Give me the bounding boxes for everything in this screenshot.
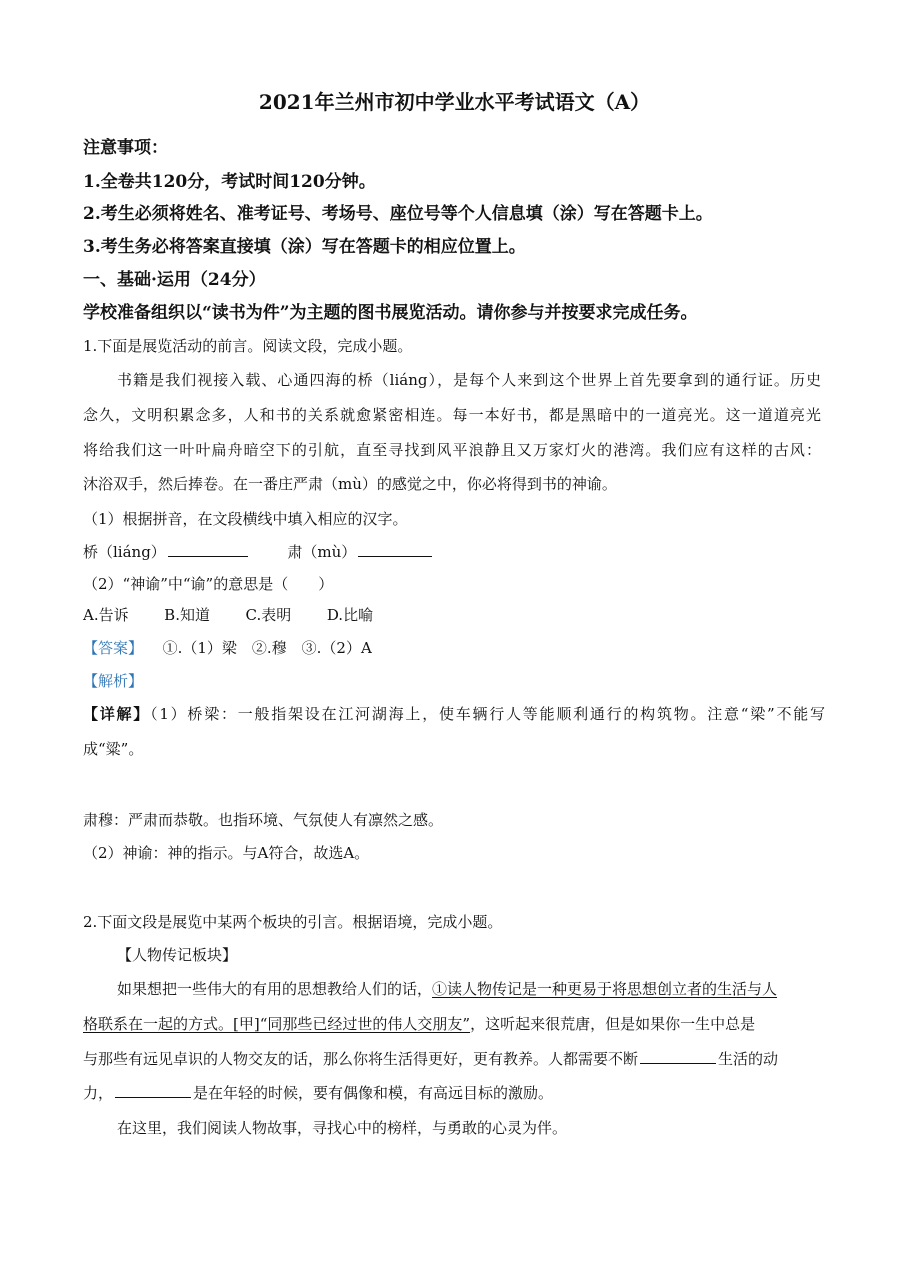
q1-passage-line-3: 将给我们这一叶叶扁舟暗空下的引航，直至寻找到风平浪静且又万家灯火的港湾。我们应有这样的古风： [83, 441, 821, 459]
q2-line-2-plain: ，这听起来很荒唐，但是如果你一生中总是 [470, 1015, 756, 1033]
q2-line-1-plain: 如果想把一些伟大的有用的思想教给人们的话， [117, 980, 433, 998]
q1-passage-line-2: 念久，文明积累念多，人和书的关系就愈紧密相连。每一本好书，都是黑暗中的一道亮光。这一道道亮光 [83, 406, 821, 424]
q1-stem: 1.下面是展览活动的前言。阅读文段，完成小题。 [83, 337, 413, 355]
detail-line-1 [83, 704, 825, 724]
section-heading: 一、基础·运用（24分） [83, 270, 266, 290]
q1-fill-row [83, 542, 432, 562]
q2-line-4-text: 是在年轻的时候，要有偶像和模，有高远目标的激励。 [193, 1084, 554, 1102]
option-c: C.表明 [245, 606, 292, 624]
fill-label-liang: 桥（liáng） [83, 543, 166, 561]
answer-text: ①.（1）梁 ②.穆 ③.（2）A [162, 639, 372, 657]
q2-blank-1[interactable] [640, 1049, 716, 1064]
q2-line-2 [83, 1014, 755, 1034]
notice-item-1: 1.全卷共120分，考试时间120分钟。 [83, 172, 376, 192]
detail-line-3: 肃穆：严肃而恭敬。也指环境、气氛使人有凛然之感。 [83, 811, 444, 829]
notice-item-2: 2.考生必须将姓名、准考证号、考场号、座位号等个人信息填（涂）写在答题卡上。 [83, 204, 713, 224]
notice-item-3: 3.考生务必将答案直接填（涂）写在答题卡的相应位置上。 [83, 237, 526, 257]
q1-options [83, 605, 373, 625]
option-a: A.告诉 [83, 606, 129, 624]
fill-blank-mu[interactable] [358, 542, 432, 557]
q2-line-3 [83, 1049, 778, 1069]
q2-line-4-head: 力， [83, 1084, 114, 1102]
q2-line-5: 在这里，我们阅读人物故事，寻找心中的榜样，与勇敢的心灵为伴。 [117, 1119, 568, 1137]
notice-heading: 注意事项： [83, 138, 168, 158]
q2-line-4 [83, 1083, 553, 1103]
fill-label-mu: 肃（mù） [287, 543, 357, 561]
q2-line-3-tail: 生活的动 [718, 1050, 779, 1068]
q2-line-3-text: 与那些有远见卓识的人物交友的话，那么你将生活得更好，更有教养。人都需要不断 [83, 1050, 639, 1068]
fill-blank-liang[interactable] [168, 542, 248, 557]
q2-jia-quote-underlined: [甲]“同那些已经过世的伟人交朋友” [233, 1015, 471, 1033]
q2-sentence-1-underlined: ①读人物传记是一种更易于将思想创立者的生活与人 [432, 980, 778, 998]
detail-label: 【详解】 [83, 705, 151, 723]
q2-block-title: 【人物传记板块】 [117, 946, 238, 964]
detail-text-1: （1）桥梁：一般指架设在江河湖海上，使车辆行人等能顺利通行的构筑物。注意“梁”不能写 [150, 705, 825, 723]
q1-passage-line-1: 书籍是我们视接入载、心通四海的桥（liáng），是每个人来到这个世界上首先要拿到的通行证。历史 [117, 371, 821, 389]
section-intro: 学校准备组织以“读书为件”为主题的图书展览活动。请你参与并按要求完成任务。 [83, 303, 698, 323]
q1-passage-line-4: 沐浴双手，然后捧卷。在一番庄严肃（mù）的感觉之中，你必将得到书的神谕。 [83, 475, 617, 493]
option-d: D.比喻 [326, 606, 374, 624]
page-title: 2021年兰州市初中学业水平考试语文（A） [258, 90, 651, 114]
q1-sub1: （1）根据拼音，在文段横线中填入相应的汉字。 [83, 510, 408, 528]
q2-stem: 2.下面文段是展览中某两个板块的引言。根据语境，完成小题。 [83, 913, 503, 931]
q1-sub2: （2）“神谕”中“谕”的意思是（ ） [83, 575, 334, 593]
answer-label: 【答案】 [83, 639, 144, 657]
analysis-label: 【解析】 [83, 672, 144, 690]
q2-sentence-1-cont-underlined: 格联系在一起的方式。 [83, 1015, 234, 1033]
q2-blank-2[interactable] [115, 1083, 191, 1098]
q2-line-1 [117, 979, 777, 999]
answer-row [83, 638, 372, 658]
option-b: B.知道 [164, 606, 210, 624]
detail-line-4: （2）神谕：神的指示。与A符合，故选A。 [83, 844, 370, 862]
detail-line-2: 成“粱”。 [83, 740, 144, 758]
